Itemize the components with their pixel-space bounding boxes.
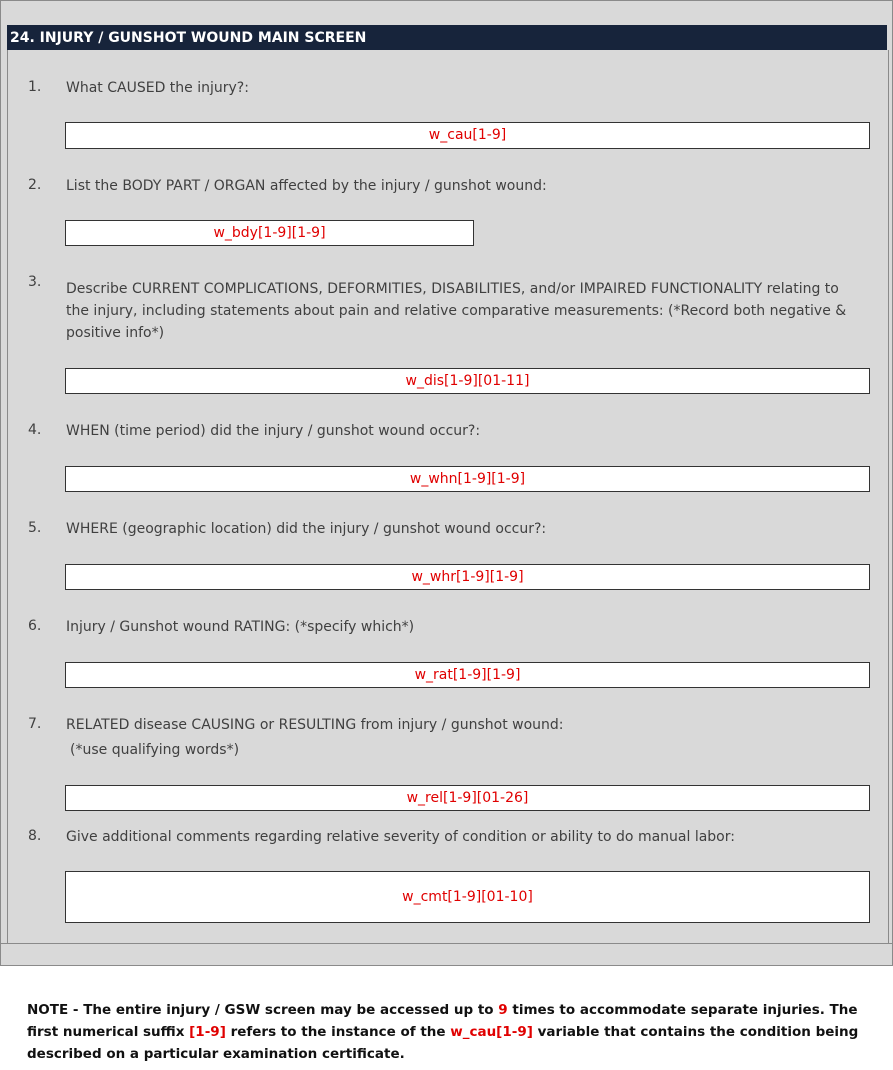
- question-number: 2.: [28, 177, 42, 193]
- question-number: 8.: [28, 828, 42, 844]
- field-w-cmt[interactable]: w_cmt[1-9][01-10]: [65, 871, 870, 923]
- field-w-rat[interactable]: w_rat[1-9][1-9]: [65, 662, 870, 688]
- question-label-where: WHERE (geographic location) did the injury / gunshot wound occur?:: [66, 521, 547, 537]
- question-label-related: RELATED disease CAUSING or RESULTING from injury / gunshot wound:: [66, 717, 564, 733]
- question-label-complications: Describe CURRENT COMPLICATIONS, DEFORMITIES, DISABILITIES, and/or IMPAIRED FUNCTIONALITY relating to the injury, including statements about pain and relative comparative measurements: (*Record both negative & positive info*): [66, 281, 847, 341]
- note-text: refers to the instance of the: [225, 1024, 451, 1040]
- field-w-whn[interactable]: w_whn[1-9][1-9]: [65, 466, 870, 492]
- question-number: 5.: [28, 520, 42, 536]
- panel-footer-strip: [1, 943, 892, 966]
- field-w-bdy[interactable]: w_bdy[1-9][1-9]: [65, 220, 474, 246]
- question-label-when: WHEN (time period) did the injury / gunshot wound occur?:: [66, 423, 481, 439]
- note-text: times to accommodate separate injuries. The first numerical suffix: [27, 1002, 858, 1040]
- question-label-rating: Injury / Gunshot wound RATING: (*specify which*): [66, 619, 415, 635]
- question-sublabel-related: (*use qualifying words*): [70, 742, 240, 758]
- question-label-body-part: List the BODY PART / ORGAN affected by the injury / gunshot wound:: [66, 178, 547, 194]
- question-number: 7.: [28, 716, 42, 732]
- section-header: 24. INJURY / GUNSHOT WOUND MAIN SCREEN: [7, 25, 887, 50]
- note-text: variable that contains the condition being described on a particular examination certificate.: [27, 1024, 859, 1062]
- question-label-comments: Give additional comments regarding relative severity of condition or ability to do manual labor:: [66, 829, 735, 845]
- question-number: 4.: [28, 422, 42, 438]
- field-w-dis[interactable]: w_dis[1-9][01-11]: [65, 368, 870, 394]
- note-count: 9: [498, 1002, 508, 1018]
- footnote: [27, 999, 867, 1065]
- note-suffix: [1-9]: [189, 1024, 226, 1040]
- question-number: 1.: [28, 79, 42, 95]
- field-w-cau[interactable]: w_cau[1-9]: [65, 122, 870, 149]
- question-number: 3.: [28, 274, 42, 290]
- note-variable: w_cau[1-9]: [450, 1024, 533, 1040]
- field-w-whr[interactable]: w_whr[1-9][1-9]: [65, 564, 870, 590]
- question-number: 6.: [28, 618, 42, 634]
- field-w-rel[interactable]: w_rel[1-9][01-26]: [65, 785, 870, 811]
- note-text: NOTE - The entire injury / GSW screen may be accessed up to: [27, 1002, 499, 1018]
- question-label-cause: What CAUSED the injury?:: [66, 80, 249, 96]
